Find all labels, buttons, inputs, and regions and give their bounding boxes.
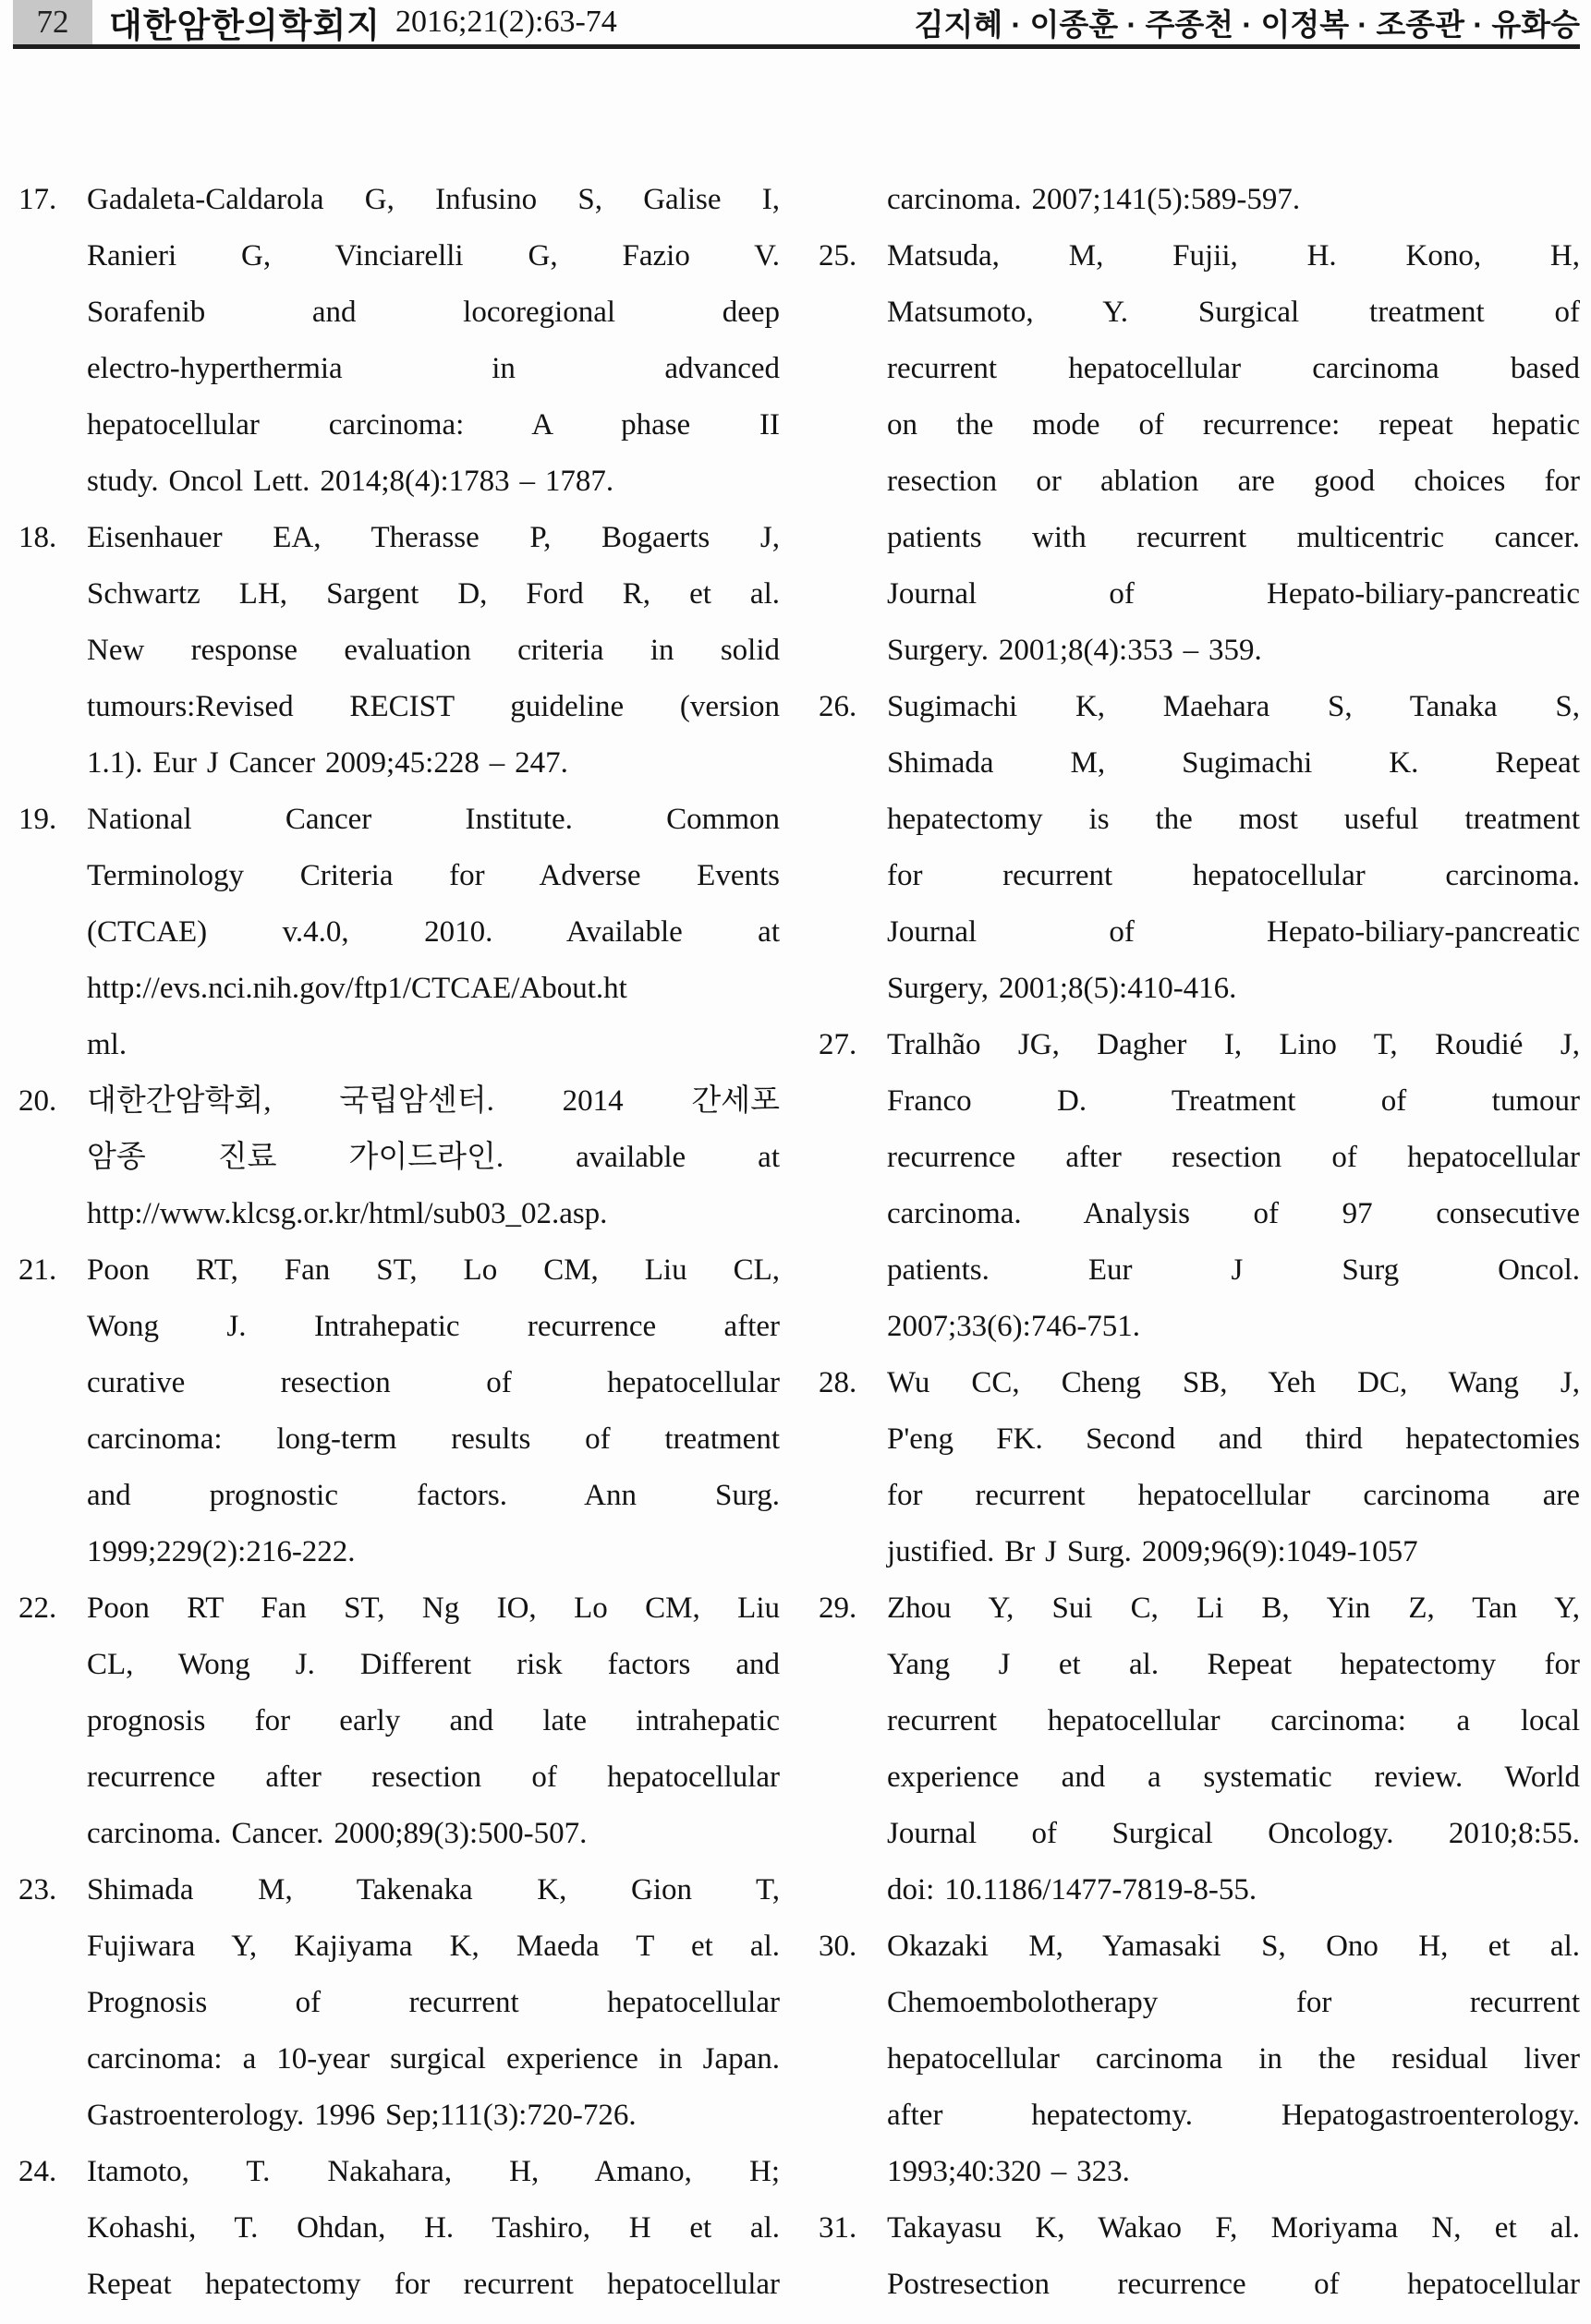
reference-number: 22. (18, 1592, 57, 1625)
reference-line: electro-hyperthermia in advanced (87, 352, 780, 385)
reference-number: 28. (819, 1366, 857, 1399)
reference-line: P'eng FK. Second and third hepatectomies (887, 1422, 1580, 1456)
reference-line: recurrence after resection of hepatocellular (887, 1141, 1580, 1174)
reference-number: 25. (819, 239, 857, 272)
reference-line: Sorafenib and locoregional deep (87, 296, 780, 329)
reference-line: hepatocellular carcinoma: A phase II (87, 408, 780, 442)
reference-item (813, 1919, 1580, 2200)
reference-line: Zhou Y, Sui C, Li B, Yin Z, Tan Y, (887, 1592, 1580, 1625)
reference-number: 18. (18, 521, 57, 554)
reference-line: tumours:Revised RECIST guideline (version (87, 690, 780, 723)
reference-line: for recurrent hepatocellular carcinoma are (887, 1479, 1580, 1512)
reference-number: 29. (819, 1592, 857, 1625)
reference-line: Kohashi, T. Ohdan, H. Tashiro, H et al. (87, 2211, 780, 2245)
reference-line: Fujiwara Y, Kajiyama K, Maeda T et al. (87, 1930, 780, 1963)
reference-line: Prognosis of recurrent hepatocellular (87, 1986, 780, 2019)
reference-line: Postresection recurrence of hepatocellular (887, 2268, 1580, 2301)
reference-line: 2007;33(6):746-751. (887, 1310, 1141, 1343)
reference-line: Ranieri G, Vinciarelli G, Fazio V. (87, 239, 780, 272)
reference-line: carcinoma. Analysis of 97 consecutive (887, 1197, 1580, 1230)
reference-item (813, 172, 1580, 228)
reference-line: http://www.klcsg.or.kr/html/sub03_02.asp. (87, 1197, 608, 1230)
page-number: 72 (36, 4, 69, 40)
reference-line: 1993;40:320 – 323. (887, 2155, 1130, 2188)
reference-line: and prognostic factors. Ann Surg. (87, 1479, 780, 1512)
reference-item (13, 1580, 780, 1862)
reference-line: ml. (87, 1028, 128, 1061)
reference-line: 1999;229(2):216-222. (87, 1535, 356, 1568)
page-number-box (13, 0, 92, 44)
reference-item (13, 510, 780, 792)
reference-line: patients. Eur J Surg Oncol. (887, 1253, 1580, 1287)
reference-line: carcinoma: a 10-year surgical experience in Japan. (87, 2042, 780, 2076)
journal-title: 대한암한의학회지 (109, 6, 381, 44)
reference-item (813, 679, 1580, 1017)
reference-line: New response evaluation criteria in solid (87, 634, 780, 667)
reference-line: Surgery. 2001;8(4):353 – 359. (887, 634, 1262, 667)
reference-line: carcinoma: long-term results of treatment (87, 1422, 780, 1456)
reference-line: patients with recurrent multicentric cancer. (887, 521, 1580, 554)
reference-number: 24. (18, 2155, 57, 2188)
reference-line: after hepatectomy. Hepatogastroenterology. (887, 2099, 1580, 2132)
reference-line: prognosis for early and late intrahepatic (87, 1704, 780, 1737)
reference-number: 17. (18, 183, 57, 216)
reference-line: justified. Br J Surg. 2009;96(9):1049-1057 (887, 1535, 1418, 1568)
reference-line: Sugimachi K, Maehara S, Tanaka S, (887, 690, 1580, 723)
reference-line: Gastroenterology. 1996 Sep;111(3):720-726. (87, 2099, 637, 2132)
reference-line: Wong J. Intrahepatic recurrence after (87, 1310, 780, 1343)
reference-line: Journal of Surgical Oncology. 2010;8:55. (887, 1817, 1580, 1850)
reference-line: for recurrent hepatocellular carcinoma. (887, 859, 1580, 892)
reference-line: Chemoembolotherapy for recurrent (887, 1986, 1580, 2019)
author-names: 김지혜 · 이종훈 · 주종천 · 이정복 · 조종관 · 유화승 (914, 6, 1580, 42)
reference-line: Itamoto, T. Nakahara, H, Amano, H; (87, 2155, 780, 2188)
references-section (13, 172, 1578, 2313)
reference-line: Wu CC, Cheng SB, Yeh DC, Wang J, (887, 1366, 1580, 1399)
references-column-left (13, 172, 780, 2313)
reference-item (813, 228, 1580, 679)
reference-line: (CTCAE) v.4.0, 2010. Available at (87, 915, 780, 949)
reference-line: CL, Wong J. Different risk factors and (87, 1648, 780, 1681)
reference-line: curative resection of hepatocellular (87, 1366, 780, 1399)
reference-line: on the mode of recurrence: repeat hepatic (887, 408, 1580, 442)
reference-item (13, 1862, 780, 2144)
reference-number: 19. (18, 803, 57, 836)
reference-item (13, 2144, 780, 2313)
reference-line: study. Oncol Lett. 2014;8(4):1783 – 1787. (87, 465, 614, 498)
reference-line: Yang J et al. Repeat hepatectomy for (887, 1648, 1580, 1681)
reference-line: Tralhão JG, Dagher I, Lino T, Roudié J, (887, 1028, 1580, 1061)
reference-line: Surgery, 2001;8(5):410-416. (887, 972, 1237, 1005)
reference-line: doi: 10.1186/1477-7819-8-55. (887, 1873, 1257, 1906)
reference-line: Poon RT, Fan ST, Lo CM, Liu CL, (87, 1253, 780, 1287)
references-column-right (813, 172, 1580, 2313)
reference-item (813, 2200, 1580, 2313)
reference-line: Shimada M, Sugimachi K. Repeat (887, 746, 1580, 780)
reference-line: Repeat hepatectomy for recurrent hepatocellular (87, 2268, 780, 2301)
reference-line: carcinoma. 2007;141(5):589-597. (887, 183, 1301, 216)
reference-item (813, 1017, 1580, 1355)
reference-line: Shimada M, Takenaka K, Gion T, (87, 1873, 780, 1906)
reference-item (13, 1242, 780, 1580)
reference-number: 20. (18, 1084, 57, 1118)
reference-item (13, 172, 780, 510)
reference-line: 대한간암학회, 국립암센터. 2014 간세포 (87, 1084, 780, 1118)
reference-line: 1.1). Eur J Cancer 2009;45:228 – 247. (87, 746, 568, 780)
journal-issue: 2016;21(2):63-74 (395, 5, 617, 39)
reference-number: 26. (819, 690, 857, 723)
reference-number: 21. (18, 1253, 57, 1287)
reference-line: recurrence after resection of hepatocellular (87, 1761, 780, 1794)
reference-line: resection or ablation are good choices for (887, 465, 1580, 498)
reference-item (813, 1580, 1580, 1919)
reference-item (13, 1073, 780, 1242)
reference-line: Okazaki M, Yamasaki S, Ono H, et al. (887, 1930, 1580, 1963)
reference-number: 27. (819, 1028, 857, 1061)
reference-line: recurrent hepatocellular carcinoma based (887, 352, 1580, 385)
reference-line: Franco D. Treatment of tumour (887, 1084, 1580, 1118)
reference-line: Eisenhauer EA, Therasse P, Bogaerts J, (87, 521, 780, 554)
reference-line: Matsumoto, Y. Surgical treatment of (887, 296, 1580, 329)
reference-line: hepatocellular carcinoma in the residual liver (887, 2042, 1580, 2076)
reference-line: 암종 진료 가이드라인. available at (87, 1141, 780, 1174)
reference-line: Terminology Criteria for Adverse Events (87, 859, 780, 892)
reference-item (813, 1355, 1580, 1580)
reference-line: Schwartz LH, Sargent D, Ford R, et al. (87, 577, 780, 611)
reference-number: 30. (819, 1930, 857, 1963)
reference-line: Takayasu K, Wakao F, Moriyama N, et al. (887, 2211, 1580, 2245)
reference-line: Poon RT Fan ST, Ng IO, Lo CM, Liu (87, 1592, 780, 1625)
reference-line: recurrent hepatocellular carcinoma: a local (887, 1704, 1580, 1737)
reference-line: Gadaleta-Caldarola G, Infusino S, Galise I, (87, 183, 780, 216)
reference-line: experience and a systematic review. World (887, 1761, 1580, 1794)
reference-number: 31. (819, 2211, 857, 2245)
reference-line: Journal of Hepato-biliary-pancreatic (887, 915, 1580, 949)
reference-line: carcinoma. Cancer. 2000;89(3):500-507. (87, 1817, 588, 1850)
reference-line: National Cancer Institute. Common (87, 803, 780, 836)
reference-item (13, 792, 780, 1073)
page-header (13, 0, 1580, 49)
reference-line: Matsuda, M, Fujii, H. Kono, H, (887, 239, 1580, 272)
reference-number: 23. (18, 1873, 57, 1906)
reference-line: hepatectomy is the most useful treatment (887, 803, 1580, 836)
reference-line: Journal of Hepato-biliary-pancreatic (887, 577, 1580, 611)
reference-line: http://evs.nci.nih.gov/ftp1/CTCAE/About.ht (87, 972, 627, 1005)
